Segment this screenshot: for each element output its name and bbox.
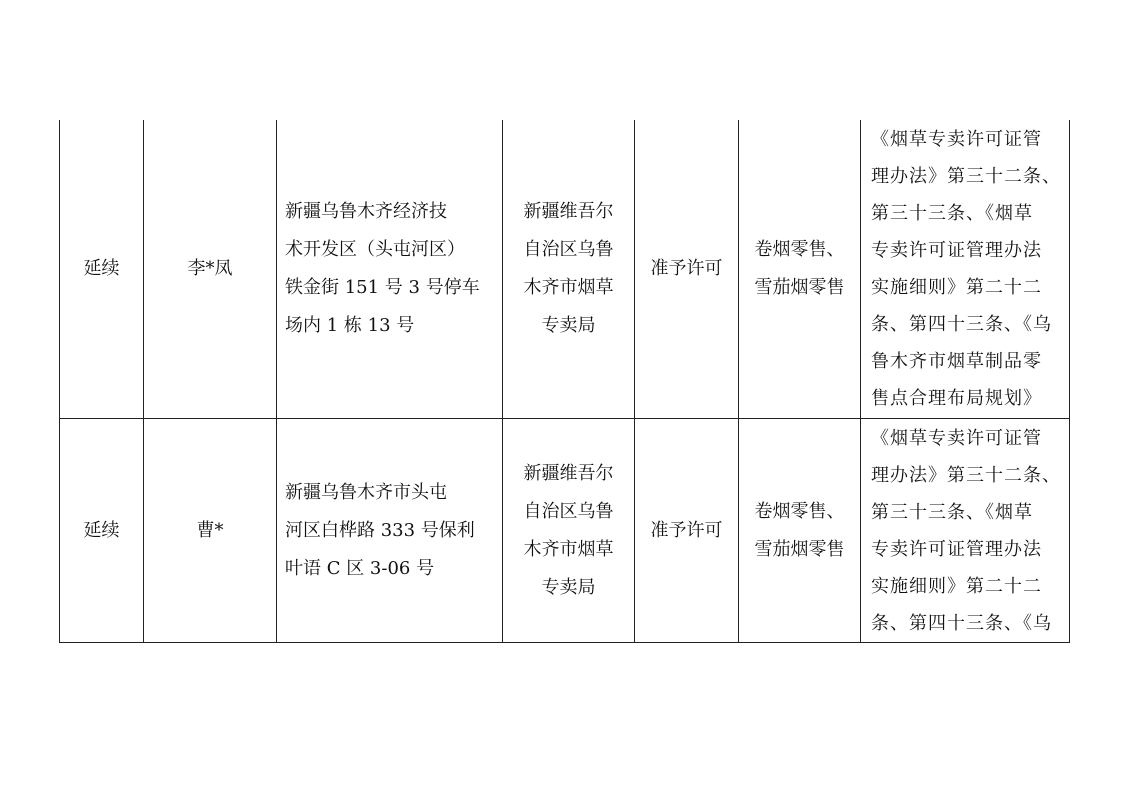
scope-cell xyxy=(739,120,861,419)
type-text: 延续 xyxy=(83,519,120,541)
address-line: 河区白桦路 333 号保利 xyxy=(285,519,475,541)
basis-line: 鲁木齐市烟草制品零 xyxy=(871,351,1042,372)
basis-line: 第三十三条、《烟草 xyxy=(871,203,1033,224)
authority-cell xyxy=(503,120,635,419)
decision-text: 准予许可 xyxy=(650,258,723,279)
authority-line: 自治区乌鲁 xyxy=(523,500,614,522)
type-cell xyxy=(60,419,144,643)
table-row xyxy=(60,120,1070,419)
basis-line: 第三十三条、《烟草 xyxy=(871,501,1033,523)
scope-line: 卷烟零售、 xyxy=(754,500,845,522)
table-row xyxy=(60,419,1070,643)
decision-cell xyxy=(635,419,739,643)
scope-line: 雪茄烟零售 xyxy=(754,538,845,560)
license-table xyxy=(59,120,1070,643)
address-line: 新疆乌鲁木齐市头屯 xyxy=(285,481,447,503)
authority-line: 新疆维吾尔 xyxy=(523,462,614,484)
address-line: 术开发区（头屯河区） xyxy=(285,239,465,260)
basis-line: 《烟草专卖许可证管 xyxy=(871,129,1042,150)
basis-line: 理办法》第三十二条、 xyxy=(871,464,1061,486)
basis-cell xyxy=(861,120,1070,419)
basis-line: 专卖许可证管理办法 xyxy=(871,538,1042,560)
name-text: 李*凤 xyxy=(187,258,233,279)
type-text: 延续 xyxy=(83,258,120,279)
basis-line: 实施细则》第二十二 xyxy=(871,575,1042,597)
address-cell xyxy=(277,419,503,643)
name-cell xyxy=(144,120,277,419)
basis-line: 理办法》第三十二条、 xyxy=(871,166,1061,187)
basis-line: 售点合理布局规划》 xyxy=(871,388,1042,409)
authority-cell xyxy=(503,419,635,643)
basis-cell xyxy=(861,419,1070,643)
address-line: 场内 1 栋 13 号 xyxy=(285,315,415,336)
authority-line: 专卖局 xyxy=(541,576,596,598)
name-text: 曹* xyxy=(196,519,224,541)
authority-line: 自治区乌鲁 xyxy=(523,239,614,260)
basis-line: 《烟草专卖许可证管 xyxy=(871,427,1042,449)
type-cell xyxy=(60,120,144,419)
address-line: 新疆乌鲁木齐经济技 xyxy=(285,201,447,222)
address-line: 叶语 C 区 3-06 号 xyxy=(285,557,435,579)
authority-line: 木齐市烟草 xyxy=(523,538,614,560)
decision-text: 准予许可 xyxy=(650,519,723,541)
address-line: 铁金街 151 号 3 号停车 xyxy=(285,277,480,298)
scope-cell xyxy=(739,419,861,643)
authority-line: 新疆维吾尔 xyxy=(523,201,614,222)
basis-line: 条、第四十三条、《乌 xyxy=(871,314,1052,335)
name-cell xyxy=(144,419,277,643)
address-cell xyxy=(277,120,503,419)
basis-line: 专卖许可证管理办法 xyxy=(871,240,1042,261)
scope-line: 卷烟零售、 xyxy=(754,239,845,260)
authority-line: 专卖局 xyxy=(541,315,596,336)
authority-line: 木齐市烟草 xyxy=(523,277,614,298)
decision-cell xyxy=(635,120,739,419)
basis-line: 条、第四十三条、《乌 xyxy=(871,612,1052,634)
scope-line: 雪茄烟零售 xyxy=(754,277,845,298)
basis-line: 实施细则》第二十二 xyxy=(871,277,1042,298)
